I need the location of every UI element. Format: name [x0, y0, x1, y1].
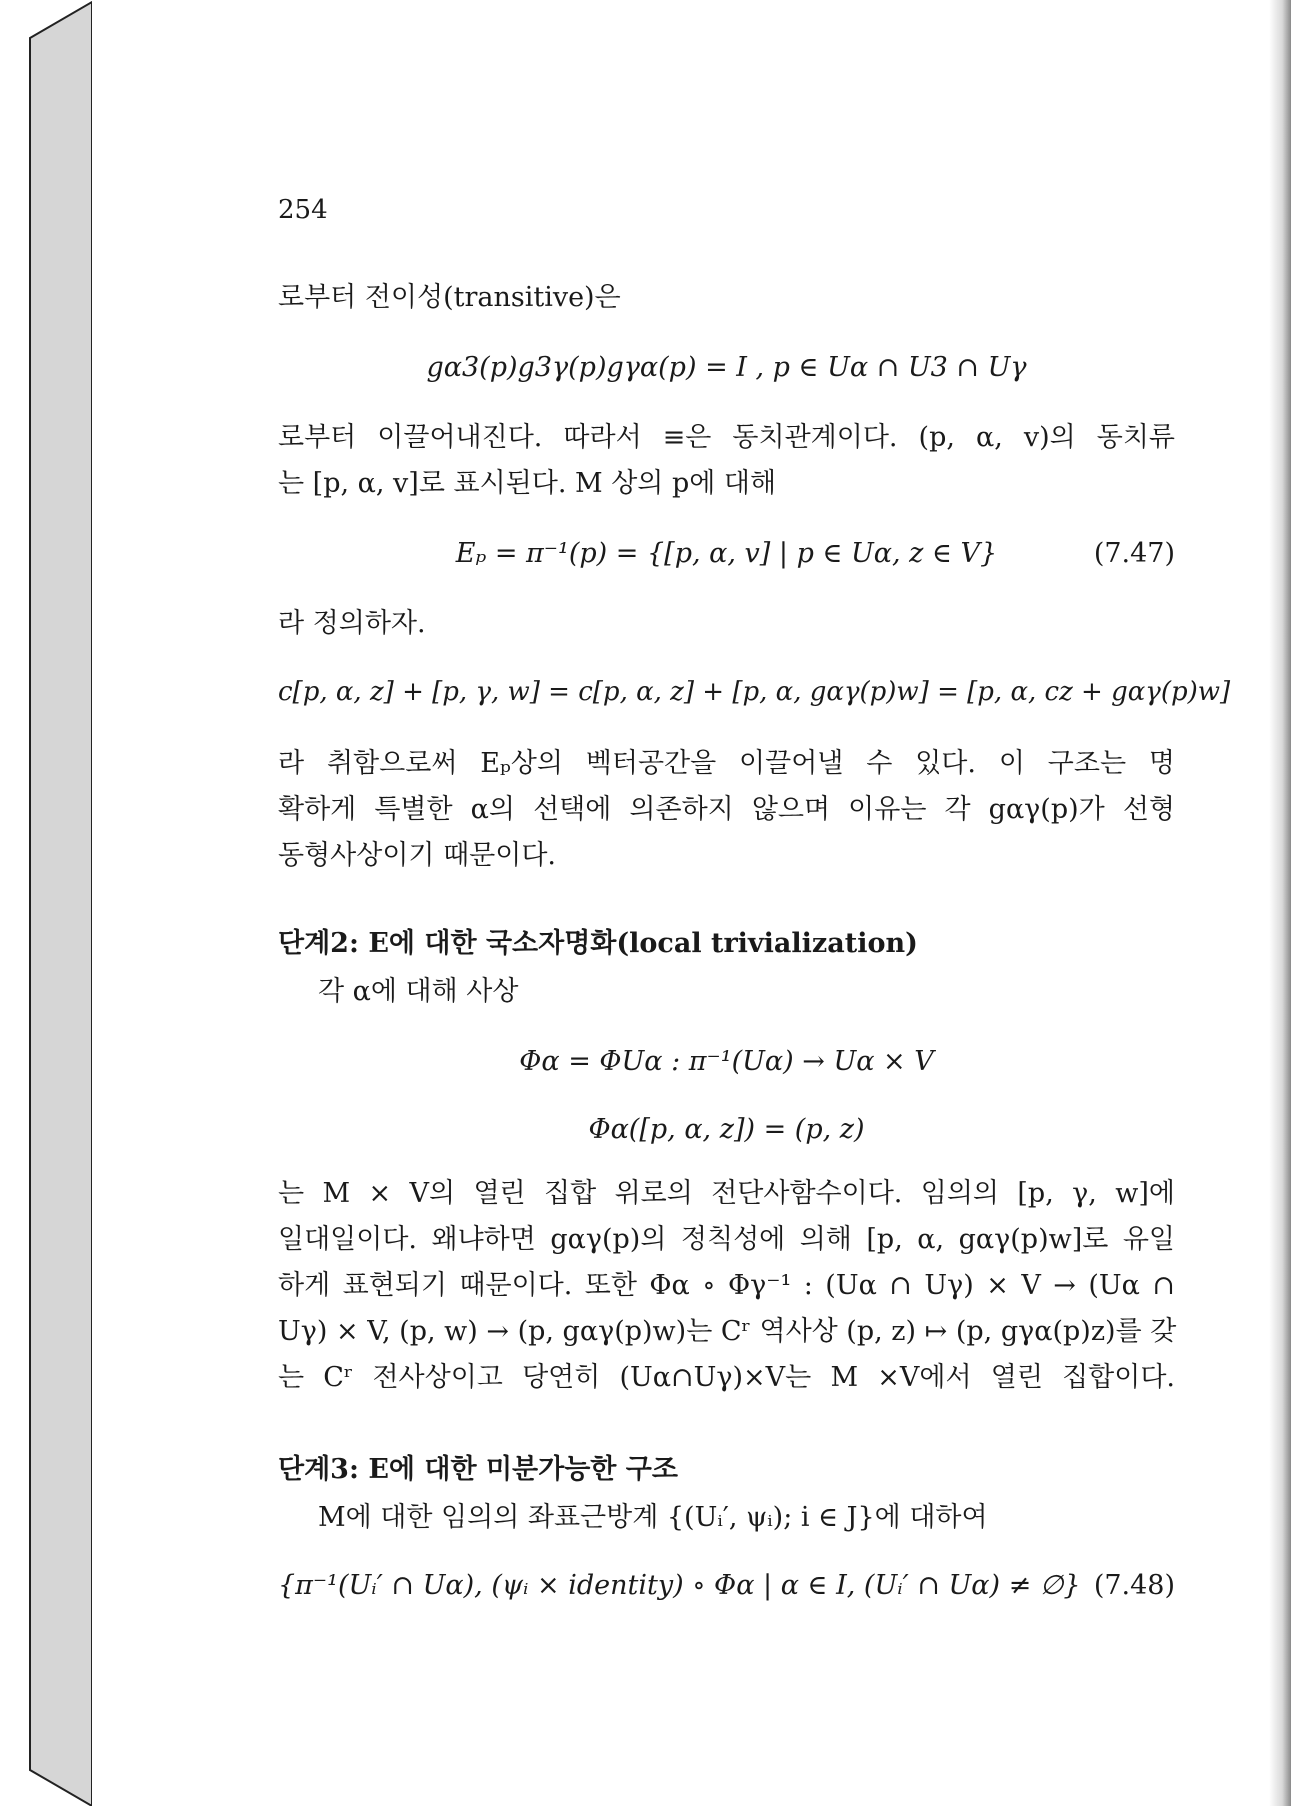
equation-7-47-row — [278, 536, 1175, 572]
text-line: 로부터 이끌어내진다. 따라서 ≡은 동치관계이다. (p, α, v)의 동치류 — [278, 422, 1175, 453]
text-line: M에 대한 임의의 좌표근방계 {(Uᵢ′, ψᵢ); i ∈ J}에 대하여 — [318, 1502, 988, 1533]
section-heading-step2: 단계2: E에 대한 국소자명화(local trivialization) — [278, 928, 918, 959]
page-number: 254 — [278, 195, 328, 225]
equation-phi-alpha: Φα = ΦUα : π⁻¹(Uα) → Uα × V — [519, 1046, 934, 1077]
text-line: 로부터 전이성(transitive)은 — [278, 282, 621, 313]
text-line: 일대일이다. 왜냐하면 gαγ(p)의 정칙성에 의해 [p, α, gαγ(p)w]로 유일 — [278, 1224, 1175, 1255]
equation-phi-alpha-map: Φα([p, α, z]) = (p, z) — [588, 1114, 865, 1145]
text-line: 라 취함으로써 Eₚ상의 벡터공간을 이끌어낼 수 있다. 이 구조는 명 — [278, 748, 1175, 779]
text-line: 하게 표현되기 때문이다. 또한 Φα ∘ Φγ⁻¹ : (Uα ∩ Uγ) × V → (Uα ∩ — [278, 1270, 1175, 1301]
equation-vector-addition: c[p, α, z] + [p, γ, w] = c[p, α, z] + [p, α, gαγ(p)w] = [p, α, cz + gαγ(p)w] — [278, 677, 1231, 707]
text-line: Uγ) × V, (p, w) → (p, gαγ(p)w)는 Cʳ 역사상 (p, z) ↦ (p, gγα(p)z)를 갖 — [278, 1316, 1177, 1347]
equation-number: (7.48) — [1093, 1570, 1175, 1601]
text-line: 는 Cʳ 전사상이고 당연히 (Uα∩Uγ)×V는 M ×V에서 열린 집합이다. — [278, 1362, 1175, 1393]
text-line: 동형사상이기 때문이다. — [278, 840, 556, 871]
text-line: 각 α에 대해 사상 — [318, 976, 519, 1007]
text-line: 는 M × V의 열린 집합 위로의 전단사함수이다. 임의의 [p, γ, w]에 — [278, 1178, 1175, 1209]
page-edge-shadow — [1269, 0, 1291, 1806]
text-line: 라 정의하자. — [278, 608, 426, 639]
text-line: 는 [p, α, v]로 표시된다. M 상의 p에 대해 — [278, 468, 777, 499]
section-heading-step3: 단계3: E에 대한 미분가능한 구조 — [278, 1454, 678, 1485]
equation-7-48: {π⁻¹(Uᵢ′ ∩ Uα), (ψᵢ × identity) ∘ Φα | α ∈ I, (Uᵢ′ ∩ Uα) ≠ ∅} — [278, 1570, 1081, 1601]
equation-7-47: Eₚ = π⁻¹(p) = {[p, α, v] | p ∈ Uα, z ∈ V} — [455, 538, 998, 569]
equation-number: (7.47) — [1093, 538, 1175, 569]
equation-transitive: gα3(p)g3γ(p)gγα(p) = I , p ∈ Uα ∩ U3 ∩ Uγ — [426, 352, 1027, 383]
equation-7-48-row — [278, 1568, 1175, 1604]
book-spine-side — [0, 0, 92, 1806]
text-line: 확하게 특별한 α의 선택에 의존하지 않으며 이유는 각 gαγ(p)가 선형 — [278, 794, 1175, 825]
